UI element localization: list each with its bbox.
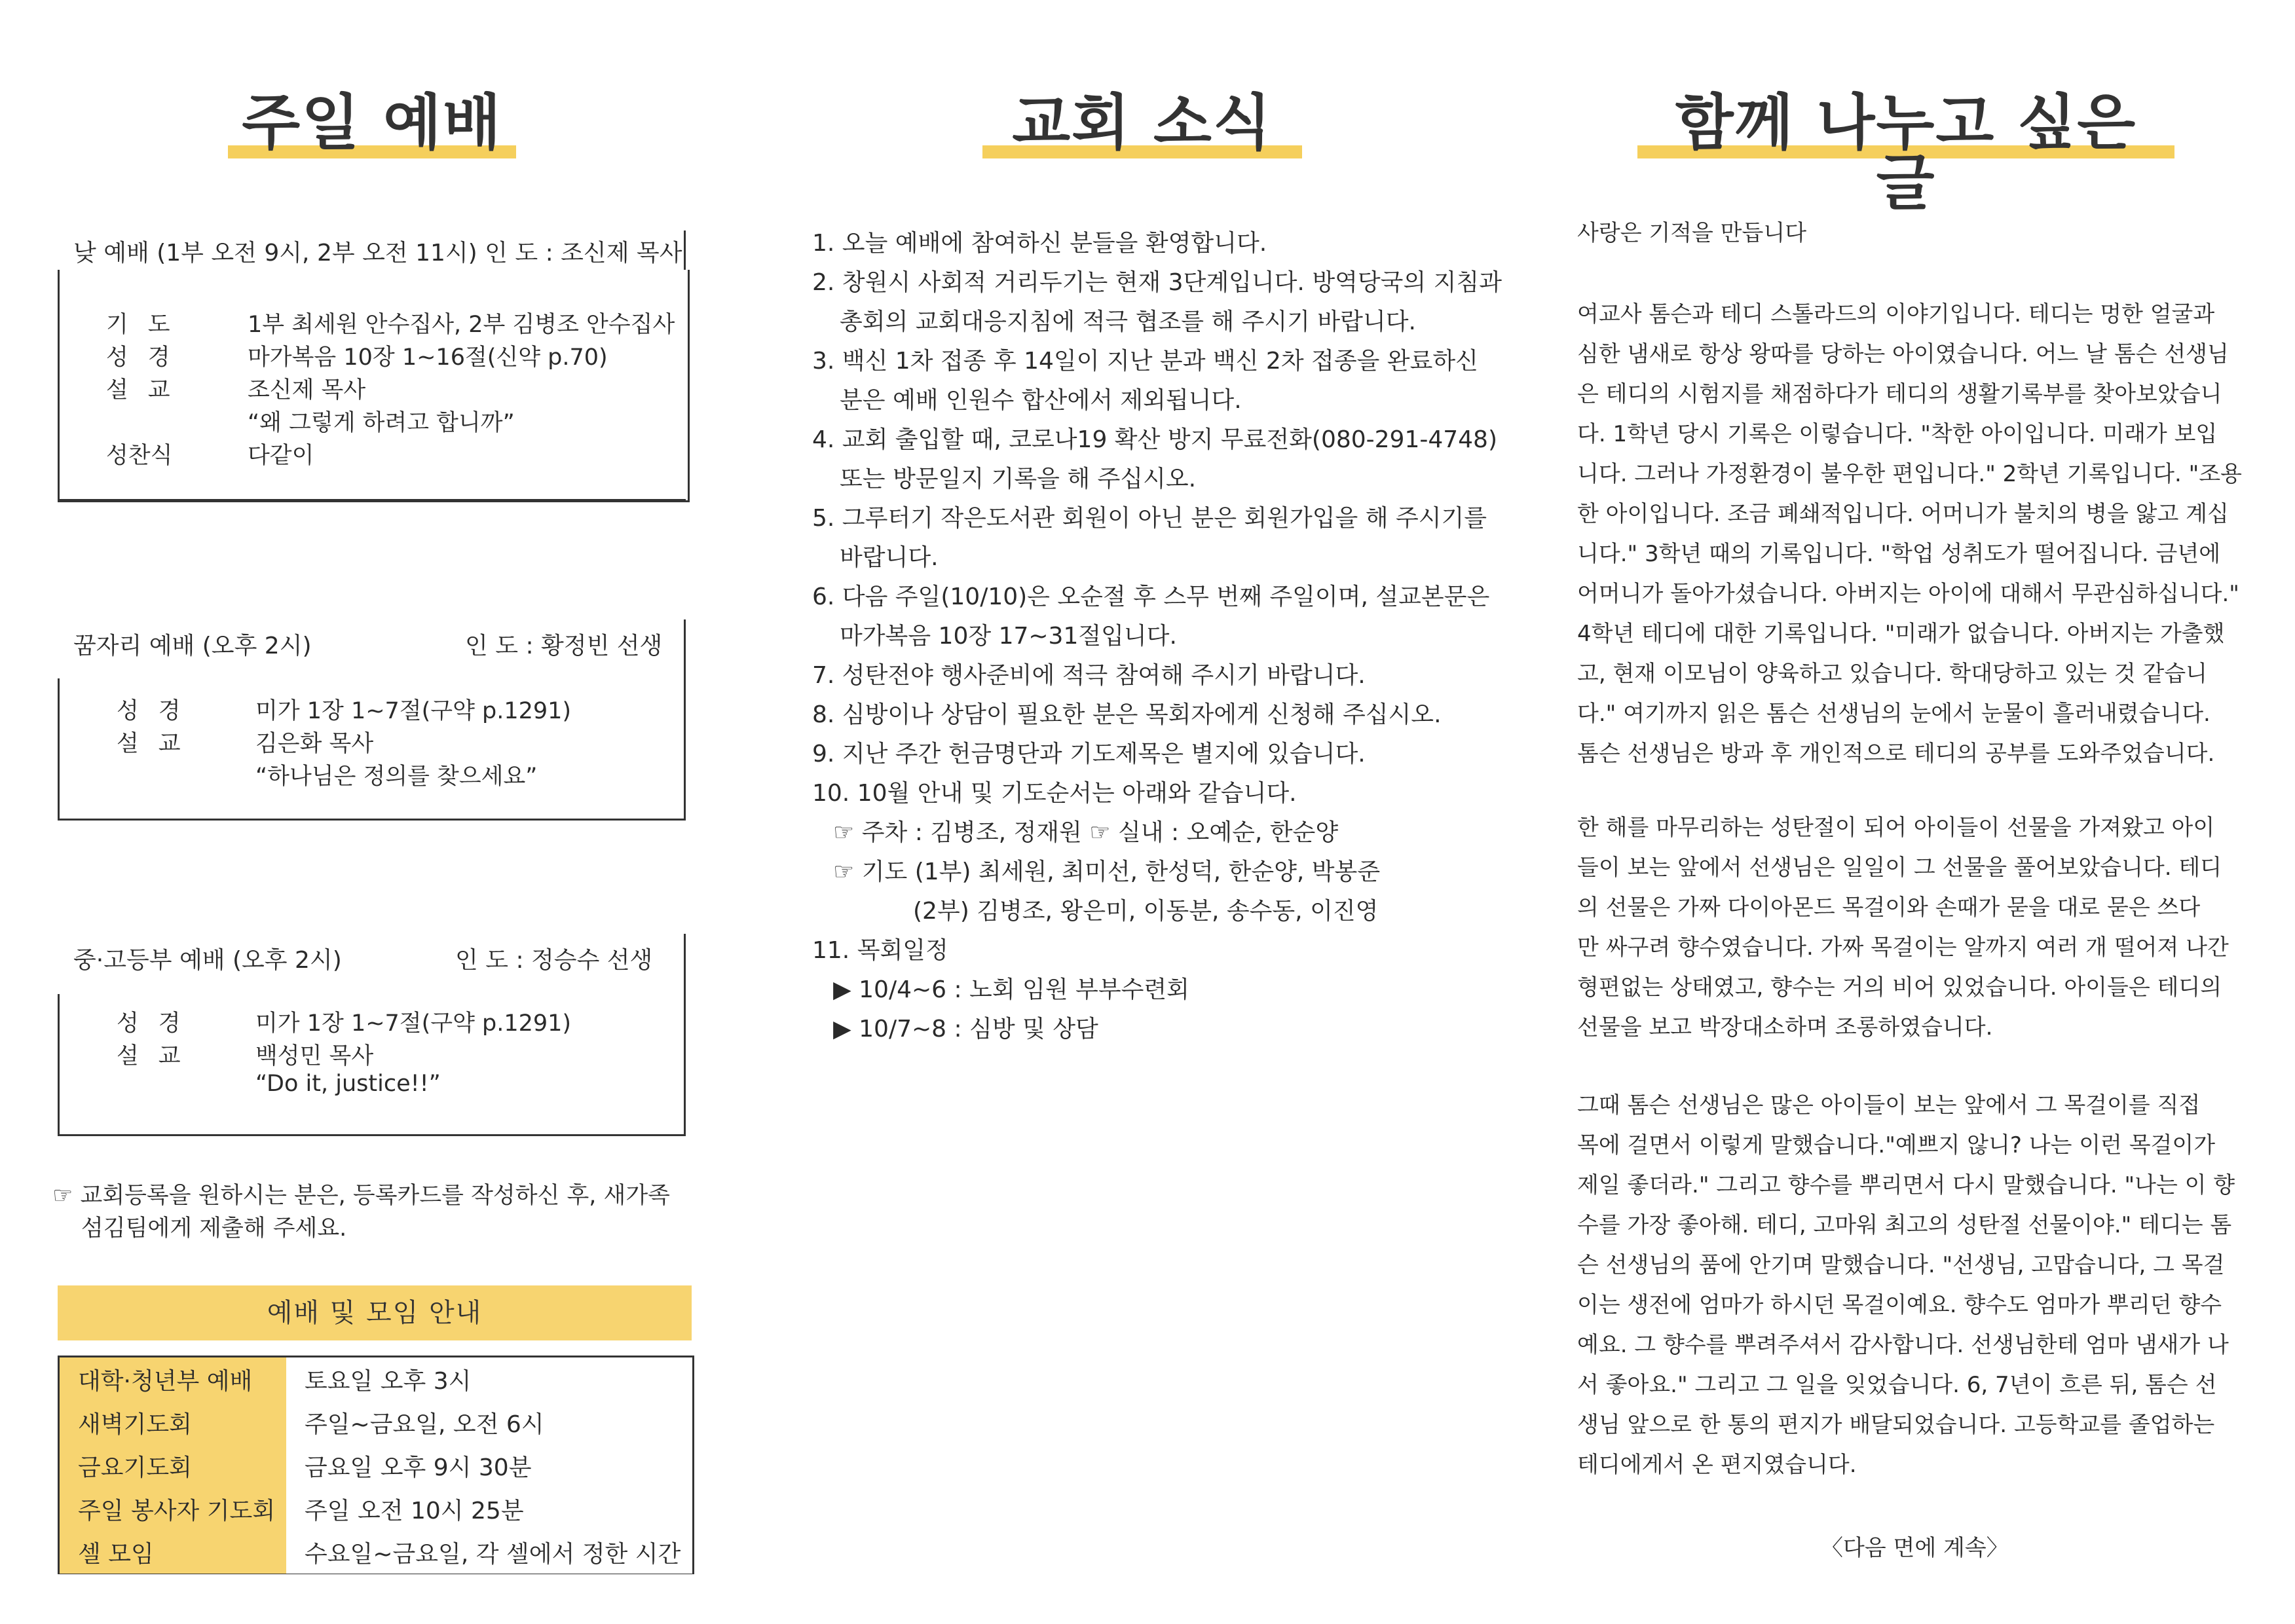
article-line: 목에 걸면서 이렇게 말했습니다."예쁘지 않니? 나는 이런 목걸이가	[1577, 1132, 2216, 1158]
article-line: 테디에게서 온 편지였습니다.	[1577, 1452, 1857, 1478]
kids-label-sermon: 설교	[117, 731, 200, 757]
article-line: 고, 현재 이모님이 양육하고 있습니다. 학대당하고 있는 것 같습니	[1577, 661, 2208, 687]
article-line: 다." 여기까지 읽은 톰슨 선생님의 눈에서 눈물이 흘러내렸습니다.	[1577, 701, 2211, 727]
section-title-worship: 주일 예배	[242, 88, 502, 158]
news-line: 10. 10월 안내 및 기도순서는 아래와 같습니다.	[812, 780, 1297, 807]
gathering-time: 주일 오전 10시 25분	[305, 1498, 524, 1524]
news-line: 7. 성탄전야 행사준비에 적극 참여해 주시기 바랍니다.	[812, 662, 1366, 689]
news-line: (2부) 김병조, 왕은미, 이동분, 송수동, 이진영	[913, 898, 1379, 925]
youth-box-right	[684, 934, 686, 1135]
news-line: 9. 지난 주간 헌금명단과 기도제목은 별지에 있습니다.	[812, 741, 1366, 767]
news-line: 6. 다음 주일(10/10)은 오순절 후 스무 번째 주일이며, 설교본문은	[812, 583, 1490, 610]
gathering-name: 새벽기도회	[78, 1411, 192, 1438]
kids-preacher-value: 김은화 목사	[255, 731, 374, 757]
label-prayer: 기도	[106, 312, 190, 338]
day-service-title: 낮 예배 (1부 오전 9시, 2부 오전 11시) 인 도 : 조신제 목사	[73, 240, 682, 267]
youth-preacher-value: 백성민 목사	[255, 1043, 374, 1069]
youth-service-leader: 인 도 : 정승수 선생	[455, 947, 653, 974]
youth-sermon-title: “Do it, justice!!”	[255, 1071, 441, 1097]
kids-box-left	[58, 678, 60, 820]
article-line: 예요. 그 향수를 뿌려주셔서 감사합니다. 선생님한테 엄마 냄새가 나	[1577, 1332, 2229, 1358]
gathering-time: 토요일 오후 3시	[305, 1368, 472, 1395]
gathering-name: 금요기도회	[78, 1454, 192, 1481]
article-line: 이는 생전에 엄마가 하시던 목걸이예요. 향수도 엄마가 뿌리던 향수	[1577, 1292, 2222, 1318]
article-line: 들이 보는 앞에서 선생님은 일일이 그 선물을 풀어보았습니다. 테디	[1577, 855, 2222, 881]
table-row	[286, 1357, 692, 1401]
table-row	[60, 1357, 286, 1401]
table-row	[286, 1444, 692, 1487]
gathering-time: 수요일~금요일, 각 셀에서 정한 시간	[305, 1541, 681, 1568]
article-line: 한 아이입니다. 조금 폐쇄적입니다. 어머니가 불치의 병을 앓고 계십	[1577, 501, 2229, 527]
news-line: 분은 예배 인원수 합산에서 제외됩니다.	[840, 387, 1242, 414]
continue-note: 〈다음 면에 계속〉	[1821, 1535, 2009, 1561]
news-line: 8. 심방이나 상담이 필요한 분은 목회자에게 신청해 주십시오.	[812, 701, 1442, 728]
news-line: 1. 오늘 예배에 참여하신 분들을 환영합니다.	[812, 230, 1267, 257]
label-sermon: 설교	[106, 377, 190, 403]
article-line: 슨 선생님의 품에 안기며 말했습니다. "선생님, 고맙습니다, 그 목걸	[1577, 1252, 2225, 1278]
article-line: 서 좋아요." 그리고 그 일을 잊었습니다. 6, 7년이 흐른 뒤, 톰슨 선	[1577, 1372, 2217, 1398]
section-title-news: 교회 소식	[1012, 88, 1273, 158]
article-line: 다. 1학년 당시 기록은 이렇습니다. "착한 아이입니다. 미래가 보입	[1577, 421, 2218, 447]
section-title-sharing: 함께 나누고 싶은 글	[1675, 88, 2137, 218]
kids-label-scripture: 성경	[117, 698, 200, 724]
registration-notice-line2: 섬김팀에게 제출해 주세요.	[81, 1215, 347, 1242]
article-line: 의 선물은 가짜 다이아몬드 목걸이와 손때가 묻을 대로 묻은 쓰다	[1577, 895, 2201, 921]
news-line: ☞ 주차 : 김병조, 정재원 ☞ 실내 : 오예순, 한순양	[833, 819, 1339, 846]
gathering-name: 주일 봉사자 기도회	[78, 1498, 276, 1524]
article-line: 그때 톰슨 선생님은 많은 아이들이 보는 앞에서 그 목걸이를 직접	[1577, 1092, 2201, 1118]
youth-box-bottom	[58, 1134, 686, 1136]
gathering-time: 주일~금요일, 오전 6시	[305, 1411, 544, 1438]
kids-sermon-title: “하나님은 정의를 찾으세요”	[255, 764, 538, 790]
article-line: 어머니가 돌아가셨습니다. 아버지는 아이에 대해서 무관심하십니다."	[1577, 581, 2239, 607]
youth-service-title: 중·고등부 예배 (오후 2시)	[73, 947, 342, 974]
day-scripture-value: 마가복음 10장 1~16절(신약 p.70)	[248, 344, 608, 371]
gatherings-title: 예배 및 모임 안내	[58, 1285, 692, 1340]
kids-box-bottom	[58, 819, 686, 821]
kids-service-title: 꿈자리 예배 (오후 2시)	[73, 633, 312, 659]
day-service-box-bottom	[58, 499, 686, 501]
article-line: 심한 냄새로 항상 왕따를 당하는 아이였습니다. 어느 날 톰슨 선생님	[1577, 341, 2229, 367]
label-scripture: 성경	[106, 344, 190, 371]
day-service-box-left	[58, 293, 60, 500]
table-row	[286, 1487, 692, 1530]
youth-box-left	[58, 994, 60, 1135]
gathering-name: 대학·청년부 예배	[78, 1368, 253, 1395]
news-line: 총회의 교회대응지침에 적극 협조를 해 주시기 바랍니다.	[840, 308, 1416, 335]
article-line: 만 싸구려 향수였습니다. 가짜 목걸이는 알까지 여러 개 떨어져 나간	[1577, 934, 2229, 961]
day-communion-value: 다같이	[248, 443, 314, 469]
gathering-name: 셀 모임	[78, 1541, 154, 1568]
news-line: 2. 창원시 사회적 거리두기는 현재 3단계입니다. 방역당국의 지침과	[812, 269, 1502, 296]
table-row	[286, 1530, 692, 1574]
article-line: 여교사 톰슨과 테디 스톨라드의 이야기입니다. 테디는 멍한 얼굴과	[1577, 301, 2215, 327]
article-line: 은 테디의 시험지를 채점하다가 테디의 생활기록부를 찾아보았습니	[1577, 381, 2222, 407]
kids-scripture-value: 미가 1장 1~7절(구약 p.1291)	[255, 698, 572, 724]
kids-service-leader: 인 도 : 황정빈 선생	[465, 633, 663, 659]
news-line: 3. 백신 1차 접종 후 14일이 지난 분과 백신 2차 접종을 완료하신	[812, 348, 1478, 375]
news-line: 바랍니다.	[840, 544, 939, 571]
registration-notice-line1: ☞ 교회등록을 원하시는 분은, 등록카드를 작성하신 후, 새가족	[52, 1183, 670, 1209]
article-line: 형편없는 상태였고, 향수는 거의 비어 있었습니다. 아이들은 테디의	[1577, 974, 2222, 1001]
table-row	[60, 1487, 286, 1530]
news-line: 5. 그루터기 작은도서관 회원이 아닌 분은 회원가입을 해 주시기를	[812, 505, 1487, 532]
day-sermon-title: “왜 그렇게 하려고 합니까”	[248, 410, 515, 436]
day-prayer-value: 1부 최세원 안수집사, 2부 김병조 안수집사	[248, 312, 675, 338]
article-subtitle: 사랑은 기적을 만듭니다	[1577, 220, 1807, 246]
article-line: 니다." 3학년 때의 기록입니다. "학업 성취도가 떨어집니다. 금년에	[1577, 541, 2221, 567]
table-row	[60, 1401, 286, 1444]
news-line: ▶ 10/4~6 : 노회 임원 부부수련회	[833, 976, 1189, 1003]
label-communion: 성찬식	[106, 443, 173, 469]
article-line: 4학년 테디에 대한 기록입니다. "미래가 없습니다. 아버지는 가출했	[1577, 621, 2225, 647]
news-line: 또는 방문일지 기록을 해 주십시오.	[840, 466, 1197, 492]
news-line: 4. 교회 출입할 때, 코로나19 확산 방지 무료전화(080-291-4748)	[812, 426, 1498, 453]
gathering-time: 금요일 오후 9시 30분	[305, 1454, 532, 1481]
table-row	[60, 1530, 286, 1574]
gatherings-table	[58, 1356, 694, 1574]
news-line: ▶ 10/7~8 : 심방 및 상담	[833, 1016, 1098, 1043]
news-line: 11. 목회일정	[812, 937, 948, 964]
article-line: 수를 가장 좋아해. 테디, 고마워 최고의 성탄절 선물이야." 테디는 톰	[1577, 1212, 2232, 1238]
youth-scripture-value: 미가 1장 1~7절(구약 p.1291)	[255, 1010, 572, 1037]
box-rule-top	[684, 231, 686, 270]
table-row	[60, 1444, 286, 1487]
article-line: 생님 앞으로 한 통의 편지가 배달되었습니다. 고등학교를 졸업하는	[1577, 1412, 2215, 1438]
day-preacher-value: 조신제 목사	[248, 377, 366, 403]
article-line: 니다. 그러나 가정환경이 불우한 편입니다." 2학년 기록입니다. "조용	[1577, 461, 2242, 487]
news-line: 마가복음 10장 17~31절입니다.	[840, 623, 1177, 650]
news-line: ☞ 기도 (1부) 최세원, 최미선, 한성덕, 한순양, 박봉준	[833, 858, 1381, 885]
youth-label-scripture: 성경	[117, 1010, 200, 1037]
kids-box-right	[684, 619, 686, 820]
table-row	[286, 1401, 692, 1444]
article-line: 제일 좋더라." 그리고 향수를 뿌리면서 다시 말했습니다. "나는 이 향	[1577, 1172, 2235, 1198]
article-line: 톰슨 선생님은 방과 후 개인적으로 테디의 공부를 도와주었습니다.	[1577, 741, 2215, 767]
article-line: 한 해를 마무리하는 성탄절이 되어 아이들이 선물을 가져왔고 아이	[1577, 815, 2215, 841]
article-line: 선물을 보고 박장대소하며 조롱하였습니다.	[1577, 1014, 1993, 1041]
youth-label-sermon: 설교	[117, 1043, 200, 1069]
